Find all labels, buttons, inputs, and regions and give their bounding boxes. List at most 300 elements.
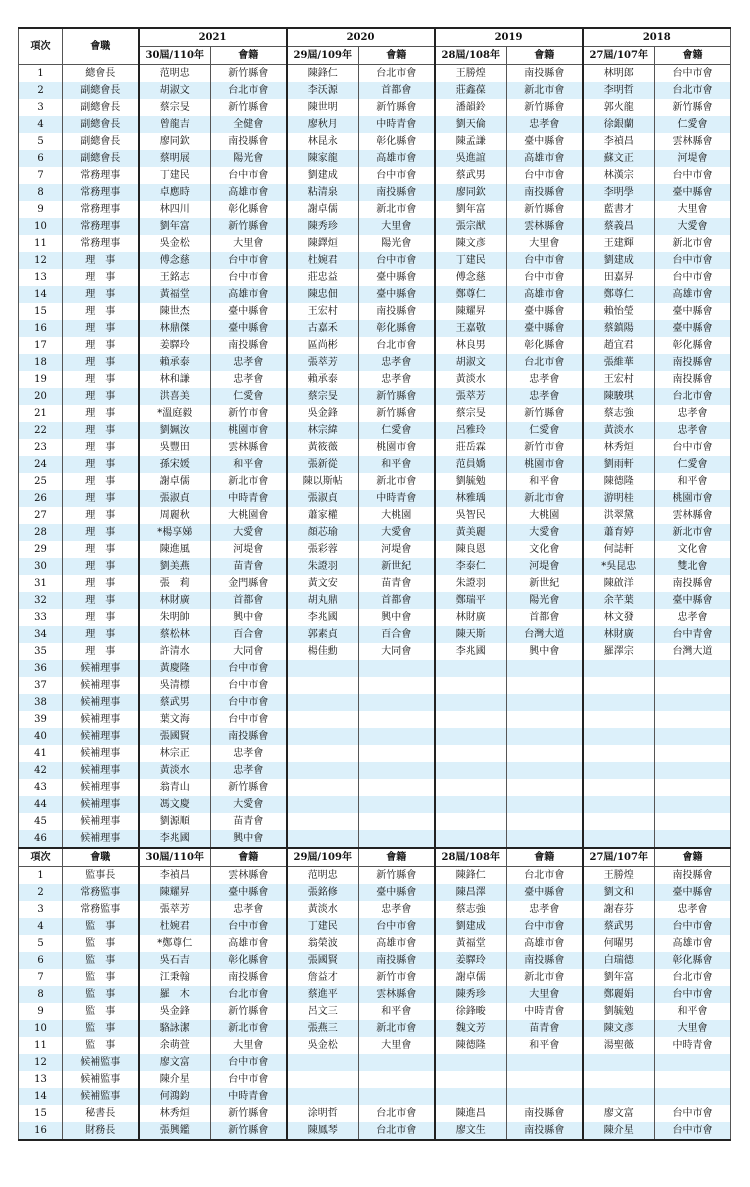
name-cell: 張銘修 <box>287 884 359 901</box>
row-index-cell: 8 <box>19 184 63 201</box>
name-cell: *吳昆忠 <box>583 558 655 575</box>
row-index-cell: 10 <box>19 1020 63 1037</box>
name-cell <box>583 1054 655 1071</box>
row-index-cell: 14 <box>19 286 63 303</box>
role-cell: 理 事 <box>63 456 139 473</box>
member-cell: 台中市會 <box>211 711 287 728</box>
member-cell: 新北市會 <box>655 235 731 252</box>
member-cell: 南投縣會 <box>211 133 287 150</box>
name-cell: 郭火龍 <box>583 99 655 116</box>
name-cell: 王宏村 <box>583 371 655 388</box>
name-cell: 張萃芳 <box>287 354 359 371</box>
member-cell: 南投縣會 <box>507 1105 583 1122</box>
row-index-cell: 6 <box>19 150 63 167</box>
member-cell: 高雄市會 <box>507 150 583 167</box>
name-cell: 胡淑文 <box>435 354 507 371</box>
table-row <box>19 592 731 609</box>
member-cell: 台中市會 <box>359 167 435 184</box>
row-index-cell: 6 <box>19 952 63 969</box>
name-cell <box>583 677 655 694</box>
name-cell: 羅澤宗 <box>583 643 655 660</box>
row-index-cell: 5 <box>19 935 63 952</box>
name-cell: 陳世杰 <box>139 303 211 320</box>
member-cell <box>655 711 731 728</box>
table-row <box>19 867 731 885</box>
board-section <box>19 65 731 849</box>
name-cell: 林鼎傑 <box>139 320 211 337</box>
name-cell: 翁榮波 <box>287 935 359 952</box>
name-cell: 蔡宗旻 <box>287 388 359 405</box>
member-cell: 新北市會 <box>359 1020 435 1037</box>
term-label: 28屆/108年 <box>435 47 507 65</box>
table-row <box>19 969 731 986</box>
row-index-cell: 26 <box>19 490 63 507</box>
name-cell: 徐銀蘭 <box>583 116 655 133</box>
member-cell: 新竹縣會 <box>211 779 287 796</box>
name-cell: 吳豐田 <box>139 439 211 456</box>
name-cell: 鄭尊仁 <box>583 286 655 303</box>
role-cell: 財務長 <box>63 1122 139 1140</box>
member-cell: 南投縣會 <box>655 575 731 592</box>
member-cell: 南投縣會 <box>507 952 583 969</box>
name-cell: *楊享娣 <box>139 524 211 541</box>
term-label: 30屆/110年 <box>139 848 211 867</box>
member-cell: 臺中縣會 <box>359 884 435 901</box>
member-cell: 河堤會 <box>211 541 287 558</box>
name-cell <box>435 762 507 779</box>
member-cell: 台中市會 <box>507 167 583 184</box>
member-cell: 新北市會 <box>211 473 287 490</box>
row-index-cell: 32 <box>19 592 63 609</box>
role-cell: 理 事 <box>63 575 139 592</box>
member-cell: 臺中縣會 <box>655 320 731 337</box>
role-cell: 候補理事 <box>63 762 139 779</box>
name-cell: 林漢宗 <box>583 167 655 184</box>
name-cell: 朱明帥 <box>139 609 211 626</box>
table-row <box>19 575 731 592</box>
member-cell: 新北市會 <box>507 969 583 986</box>
name-cell <box>583 660 655 677</box>
member-cell <box>359 830 435 848</box>
member-cell: 首都會 <box>359 82 435 99</box>
member-cell <box>507 660 583 677</box>
row-index-cell: 46 <box>19 830 63 848</box>
member-cell <box>359 1088 435 1105</box>
member-cell <box>655 779 731 796</box>
name-cell: 林財廣 <box>435 609 507 626</box>
name-cell: 吳清標 <box>139 677 211 694</box>
name-cell <box>287 1071 359 1088</box>
name-cell: 陳孟謙 <box>435 133 507 150</box>
row-index-cell: 43 <box>19 779 63 796</box>
row-index-cell: 38 <box>19 694 63 711</box>
role-cell: 常務理事 <box>63 201 139 218</box>
name-cell: 范明忠 <box>287 867 359 885</box>
table-row <box>19 473 731 490</box>
role-cell: 候補監事 <box>63 1071 139 1088</box>
name-cell: 蔡義昌 <box>583 218 655 235</box>
member-cell: 和平會 <box>359 456 435 473</box>
member-cell <box>507 1088 583 1105</box>
member-cell: 大同會 <box>211 643 287 660</box>
table-row <box>19 150 731 167</box>
member-cell: 台北市會 <box>211 986 287 1003</box>
row-index-cell: 13 <box>19 1071 63 1088</box>
member-cell: 臺中縣會 <box>507 133 583 150</box>
role-cell: 候補理事 <box>63 728 139 745</box>
table-row <box>19 490 731 507</box>
name-cell: 林和謙 <box>139 371 211 388</box>
name-cell: 古嘉禾 <box>287 320 359 337</box>
table-row <box>19 422 731 439</box>
role-cell: 理 事 <box>63 439 139 456</box>
member-cell: 台中市會 <box>211 252 287 269</box>
name-cell: 劉姵汝 <box>139 422 211 439</box>
name-cell: 蔡武男 <box>139 694 211 711</box>
name-cell: 黃福堂 <box>435 935 507 952</box>
name-cell: 顏芯瑜 <box>287 524 359 541</box>
member-cell: 台北市會 <box>211 82 287 99</box>
row-index-cell: 23 <box>19 439 63 456</box>
member-cell: 苗青會 <box>359 575 435 592</box>
role-cell: 副總會長 <box>63 116 139 133</box>
member-cell: 台中市會 <box>211 677 287 694</box>
member-cell: 新竹縣會 <box>359 388 435 405</box>
name-cell: 傅念慈 <box>139 252 211 269</box>
name-cell: 李兆國 <box>435 643 507 660</box>
name-cell: 張淑貞 <box>287 490 359 507</box>
role-cell: 常務理事 <box>63 167 139 184</box>
role-cell: 理 事 <box>63 286 139 303</box>
name-cell: *溫庭毅 <box>139 405 211 422</box>
member-cell: 南投縣會 <box>211 969 287 986</box>
table-row <box>19 745 731 762</box>
member-cell: 新竹市會 <box>211 405 287 422</box>
name-cell: 李沃源 <box>287 82 359 99</box>
member-cell <box>507 1071 583 1088</box>
member-cell <box>655 762 731 779</box>
table-row <box>19 694 731 711</box>
role-cell: 候補理事 <box>63 660 139 677</box>
role-cell: 理 事 <box>63 507 139 524</box>
member-cell: 南投縣會 <box>211 337 287 354</box>
member-cell <box>655 796 731 813</box>
name-cell: 張國賢 <box>287 952 359 969</box>
row-index-cell: 13 <box>19 269 63 286</box>
name-cell <box>583 762 655 779</box>
table-row <box>19 116 731 133</box>
name-cell: 游明桂 <box>583 490 655 507</box>
member-cell: 南投縣會 <box>359 303 435 320</box>
name-cell: 郭素貞 <box>287 626 359 643</box>
name-cell <box>435 1054 507 1071</box>
name-cell: 趙宜君 <box>583 337 655 354</box>
member-cell: 台中市會 <box>359 252 435 269</box>
row-index-cell: 16 <box>19 1122 63 1140</box>
name-cell: 林雅瑀 <box>435 490 507 507</box>
role-cell: 監 事 <box>63 1037 139 1054</box>
member-cell: 仁愛會 <box>359 422 435 439</box>
term-label: 29屆/109年 <box>287 47 359 65</box>
member-cell: 臺中縣會 <box>655 884 731 901</box>
member-cell: 台北市會 <box>359 337 435 354</box>
member-cell: 河堤會 <box>359 541 435 558</box>
row-index-cell: 3 <box>19 99 63 116</box>
name-cell: 劉建成 <box>583 252 655 269</box>
row-index-cell: 31 <box>19 575 63 592</box>
member-cell: 台中市會 <box>655 439 731 456</box>
supervisor-header-row <box>19 848 731 867</box>
row-index-cell: 40 <box>19 728 63 745</box>
name-cell: 陳進風 <box>139 541 211 558</box>
member-cell: 新竹縣會 <box>211 218 287 235</box>
name-cell: 呂雅玲 <box>435 422 507 439</box>
member-cell: 新竹縣會 <box>359 99 435 116</box>
name-cell: 廖同欽 <box>435 184 507 201</box>
role-cell: 理 事 <box>63 320 139 337</box>
year-header-row <box>19 28 731 47</box>
member-header: 會籍 <box>359 848 435 867</box>
member-cell: 台中市會 <box>655 167 731 184</box>
name-cell: 黃福堂 <box>139 286 211 303</box>
name-cell: 陳以斯帖 <box>287 473 359 490</box>
member-cell: 桃園市會 <box>211 422 287 439</box>
table-row <box>19 728 731 745</box>
role-cell: 理 事 <box>63 405 139 422</box>
member-cell: 台中市會 <box>655 269 731 286</box>
role-cell: 理 事 <box>63 626 139 643</box>
member-cell: 新北市會 <box>507 490 583 507</box>
member-cell: 興中會 <box>359 609 435 626</box>
role-cell: 副總會長 <box>63 99 139 116</box>
member-cell: 大里會 <box>359 218 435 235</box>
member-cell: 新北市會 <box>655 524 731 541</box>
row-index-cell: 33 <box>19 609 63 626</box>
row-index-cell: 12 <box>19 1054 63 1071</box>
role-cell: 候補理事 <box>63 830 139 848</box>
name-cell: 鄭尊仁 <box>435 286 507 303</box>
table-row <box>19 99 731 116</box>
row-index-cell: 15 <box>19 1105 63 1122</box>
row-index-cell: 8 <box>19 986 63 1003</box>
name-cell: 王建輝 <box>583 235 655 252</box>
term-label: 30屆/110年 <box>139 47 211 65</box>
member-cell: 台中市會 <box>507 269 583 286</box>
member-cell: 新竹縣會 <box>211 1122 287 1140</box>
role-cell: 副總會長 <box>63 133 139 150</box>
member-cell: 高雄市會 <box>507 935 583 952</box>
name-cell: 潘韻鈴 <box>435 99 507 116</box>
member-cell: 和平會 <box>507 1037 583 1054</box>
table-row <box>19 1071 731 1088</box>
name-cell: 何鴻鈞 <box>139 1088 211 1105</box>
role-cell: 常務理事 <box>63 235 139 252</box>
member-cell: 大愛會 <box>359 524 435 541</box>
member-cell: 陽光會 <box>359 235 435 252</box>
member-cell: 中時青會 <box>211 1088 287 1105</box>
member-cell: 金門縣會 <box>211 575 287 592</box>
member-cell: 高雄市會 <box>507 286 583 303</box>
member-cell: 忠孝會 <box>507 371 583 388</box>
row-index-cell: 9 <box>19 1003 63 1020</box>
name-cell: 范員嬌 <box>435 456 507 473</box>
name-cell: 詹益才 <box>287 969 359 986</box>
role-header: 會職 <box>63 28 139 65</box>
name-cell: 張國賢 <box>139 728 211 745</box>
name-cell <box>287 711 359 728</box>
name-cell: 賴承泰 <box>139 354 211 371</box>
member-header: 會籍 <box>655 47 731 65</box>
member-cell <box>507 694 583 711</box>
name-cell: 陳昌澤 <box>435 884 507 901</box>
name-cell: 楊佳勳 <box>287 643 359 660</box>
row-index-cell: 20 <box>19 388 63 405</box>
name-cell: 朱證羽 <box>287 558 359 575</box>
member-cell: 大桃園會 <box>211 507 287 524</box>
name-cell <box>583 779 655 796</box>
name-cell <box>583 813 655 830</box>
role-cell: 理 事 <box>63 609 139 626</box>
member-cell: 新世紀 <box>507 575 583 592</box>
name-cell: 劉雨軒 <box>583 456 655 473</box>
name-cell: 劉年富 <box>139 218 211 235</box>
name-cell: 王勝煌 <box>583 867 655 885</box>
year-header-2021: 2021 <box>139 28 287 47</box>
name-cell <box>287 660 359 677</box>
name-cell: 廖同欽 <box>139 133 211 150</box>
member-cell <box>359 711 435 728</box>
name-cell: 呂文三 <box>287 1003 359 1020</box>
name-cell: 葉文海 <box>139 711 211 728</box>
member-cell: 大里會 <box>211 1037 287 1054</box>
name-cell: 丁建民 <box>287 918 359 935</box>
name-cell <box>435 830 507 848</box>
name-cell <box>435 711 507 728</box>
table-row <box>19 541 731 558</box>
member-cell: 南投縣會 <box>507 1122 583 1140</box>
member-cell: 高雄市會 <box>655 286 731 303</box>
row-index-cell: 45 <box>19 813 63 830</box>
name-cell: 王銘志 <box>139 269 211 286</box>
table-row <box>19 405 731 422</box>
name-cell: 范明忠 <box>139 65 211 83</box>
member-cell: 大桃園 <box>359 507 435 524</box>
member-cell: 臺中縣會 <box>211 884 287 901</box>
table-row <box>19 711 731 728</box>
role-cell: 理 事 <box>63 422 139 439</box>
member-cell <box>359 745 435 762</box>
name-cell: 賴承泰 <box>287 371 359 388</box>
member-cell: 南投縣會 <box>655 371 731 388</box>
name-cell: 賴怡瑩 <box>583 303 655 320</box>
row-index-cell: 9 <box>19 201 63 218</box>
row-index-cell: 7 <box>19 969 63 986</box>
row-index-cell: 15 <box>19 303 63 320</box>
member-cell: 台中市會 <box>655 252 731 269</box>
name-cell: 陳耀昇 <box>435 303 507 320</box>
member-cell <box>507 779 583 796</box>
row-index-cell: 1 <box>19 65 63 83</box>
table-row <box>19 1122 731 1140</box>
member-cell: 台中市會 <box>211 1054 287 1071</box>
name-cell <box>287 677 359 694</box>
member-cell: 彰化縣會 <box>507 337 583 354</box>
name-cell <box>287 694 359 711</box>
year-header-2018: 2018 <box>583 28 731 47</box>
member-cell: 南投縣會 <box>211 728 287 745</box>
term-label: 27屆/107年 <box>583 848 655 867</box>
index-header: 項次 <box>19 848 63 867</box>
member-cell: 彰化縣會 <box>211 952 287 969</box>
row-index-cell: 19 <box>19 371 63 388</box>
name-cell: 田嘉昇 <box>583 269 655 286</box>
name-cell: 吳金松 <box>139 235 211 252</box>
member-cell: 忠孝會 <box>211 745 287 762</box>
role-cell: 監事長 <box>63 867 139 885</box>
name-cell <box>435 745 507 762</box>
member-header: 會籍 <box>655 848 731 867</box>
name-cell: 莊忠益 <box>287 269 359 286</box>
row-index-cell: 35 <box>19 643 63 660</box>
role-cell: 副總會長 <box>63 150 139 167</box>
table-row <box>19 1037 731 1054</box>
member-cell <box>507 830 583 848</box>
member-cell: 和平會 <box>359 1003 435 1020</box>
member-cell: 和平會 <box>507 473 583 490</box>
member-cell: 河堤會 <box>655 150 731 167</box>
member-cell: 忠孝會 <box>211 354 287 371</box>
member-cell: 忠孝會 <box>359 371 435 388</box>
name-cell: 徐鋒畯 <box>435 1003 507 1020</box>
name-cell <box>583 711 655 728</box>
table-row <box>19 935 731 952</box>
member-cell <box>507 796 583 813</box>
table-row <box>19 986 731 1003</box>
role-cell: 總會長 <box>63 65 139 83</box>
name-cell <box>287 796 359 813</box>
member-header: 會籍 <box>359 47 435 65</box>
member-cell: 台中市會 <box>655 986 731 1003</box>
name-cell: 姜驛玲 <box>139 337 211 354</box>
row-index-cell: 11 <box>19 235 63 252</box>
member-header: 會籍 <box>211 47 287 65</box>
name-cell: 林明郎 <box>583 65 655 83</box>
member-cell: 大里會 <box>507 986 583 1003</box>
role-cell: 候補理事 <box>63 677 139 694</box>
name-cell: 黃淡水 <box>583 422 655 439</box>
name-cell: 陳天斯 <box>435 626 507 643</box>
name-cell: 劉年富 <box>583 969 655 986</box>
name-cell: 劉天倫 <box>435 116 507 133</box>
name-cell: 黃淡水 <box>139 762 211 779</box>
member-cell: 中時青會 <box>211 490 287 507</box>
name-cell: 朱證羽 <box>435 575 507 592</box>
member-cell: 臺中縣會 <box>211 320 287 337</box>
role-cell: 理 事 <box>63 490 139 507</box>
name-cell: 姜驛玲 <box>435 952 507 969</box>
member-cell: 台灣大道 <box>655 643 731 660</box>
name-cell: 馮文慶 <box>139 796 211 813</box>
year-header-2020: 2020 <box>287 28 435 47</box>
name-cell: 謝卓儒 <box>139 473 211 490</box>
member-cell: 臺中縣會 <box>359 286 435 303</box>
name-cell: 劉毓勉 <box>435 473 507 490</box>
name-cell <box>287 745 359 762</box>
member-cell: 全健會 <box>211 116 287 133</box>
member-cell: 新竹縣會 <box>359 867 435 885</box>
role-header: 會職 <box>63 848 139 867</box>
name-cell <box>287 728 359 745</box>
